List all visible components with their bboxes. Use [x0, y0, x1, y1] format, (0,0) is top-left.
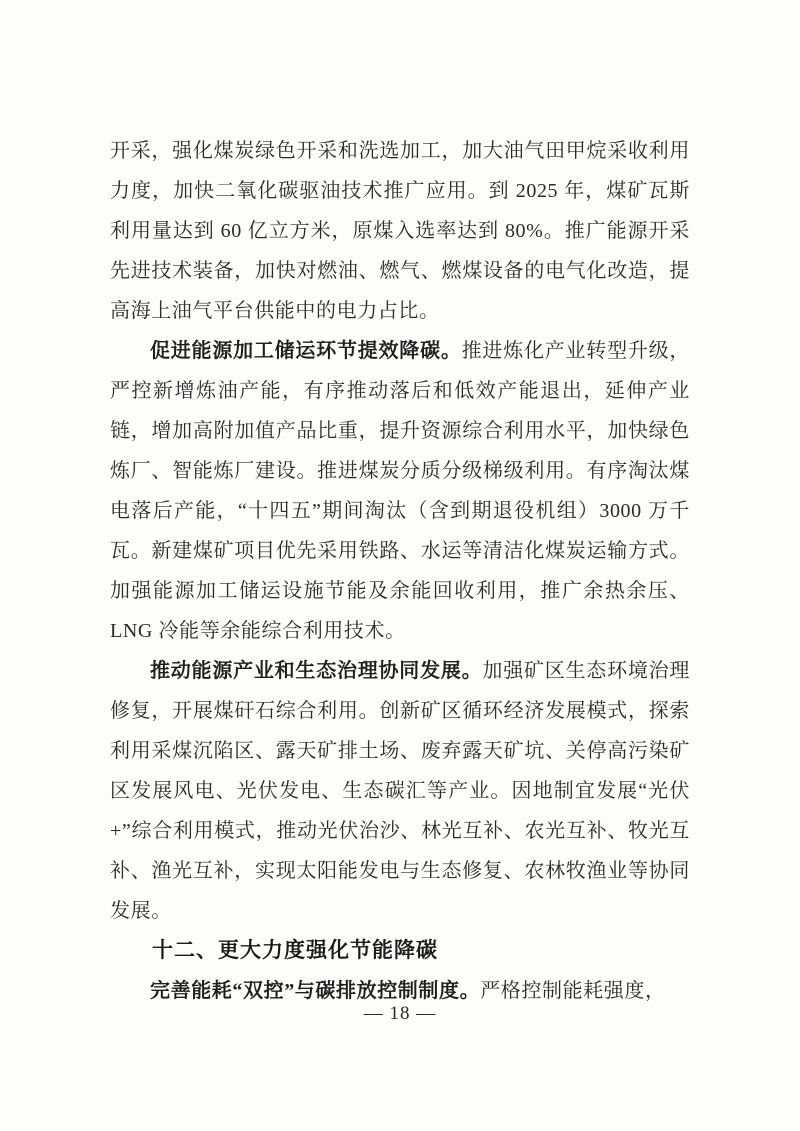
- paragraph-processing-storage: [110, 331, 690, 651]
- paragraph-body-text: 加强矿区生态环境治理修复，开展煤矸石综合利用。创新矿区循环经济发展模式，探索利用采煤沉陷区、露天矿排土场、废弃露天矿坑、关停高污染矿区发展风电、光伏发电、生态碳汇等产业。因地制宜发展“光伏+”综合利用模式，推动光伏治沙、林光互补、农光互补、牧光互补、渔光互补，实现太阳能发电与生态修复、农林牧渔业等协同发展。: [110, 660, 691, 922]
- page-number: — 18 —: [363, 1003, 437, 1024]
- paragraph-lead-sentence: 推动能源产业和生态治理协同发展。: [150, 660, 483, 682]
- paragraph-lead-sentence: 促进能源加工储运环节提效降碳。: [150, 340, 462, 362]
- paragraph-body-text: 推进炼化产业转型升级，严控新增炼油产能，有序推动落后和低效产能退出，延伸产业链，增加高附加值产品比重，提升资源综合利用水平，加快绿色炼厂、智能炼厂建设。推进煤炭分质分级梯级利用。有序淘汰煤电落后产能，“十四五”期间淘汰（含到期退役机组）3000 万千瓦。新建煤矿项目优先采用铁路、水运等清洁化煤炭运输方式。加强能源加工储运设施节能及余能回收利用，推广余热余压、LNG 冷能等余能综合利用技术。: [110, 340, 690, 642]
- paragraph-energy-extraction: 开采，强化煤炭绿色开采和洗选加工，加大油气田甲烷采收利用力度，加快二氧化碳驱油技术推广应用。到 2025 年，煤矿瓦斯利用量达到 60 亿立方米，原煤入选率达到 80%。推广能源开采先进技术装备，加快对燃油、燃气、燃煤设备的电气化改造，提高海上油气平台供能中的电力占比。: [110, 140, 690, 322]
- section-heading-12: 十二、更大力度强化节能降碳: [152, 939, 438, 962]
- paragraph-lead-sentence: 完善能耗“双控”与碳排放控制制度。: [150, 980, 481, 1002]
- paragraph-ecology-synergy: [110, 651, 690, 931]
- document-body: [110, 131, 690, 1011]
- paragraph-body-text: 严格控制能耗强度，: [480, 980, 666, 1002]
